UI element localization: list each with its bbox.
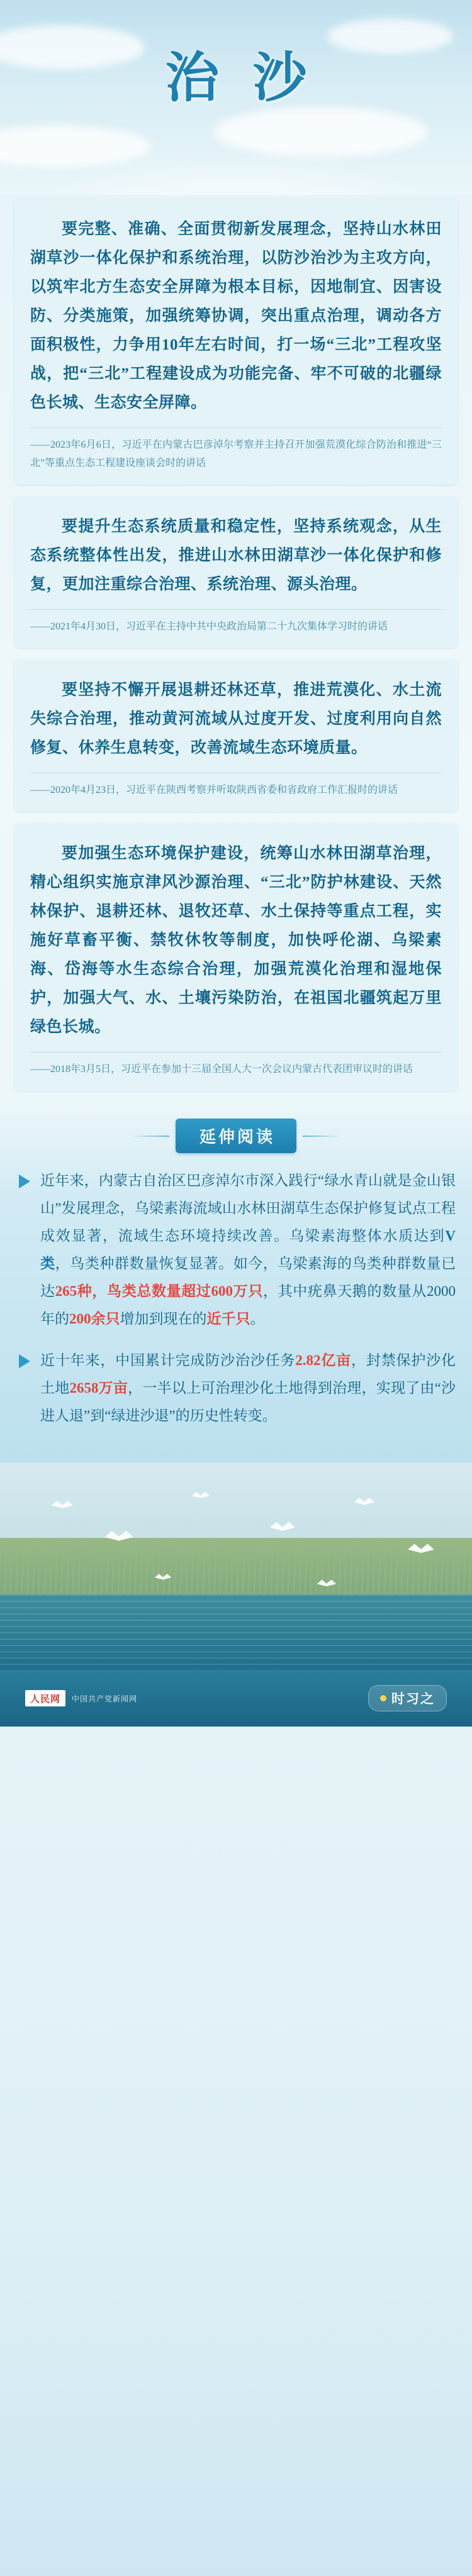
cloud-decoration [214, 107, 428, 157]
quote-source: ——2018年3月5日，习近平在参加十三届全国人大一次会议内蒙古代表团审议时的讲话 [30, 1064, 413, 1075]
page-header [0, 0, 472, 195]
quote-text: 要完整、准确、全面贯彻新发展理念，坚持山水林田湖草沙一体化保护和系统治理，以防沙治沙为主攻方向，以筑牢北方生态安全屏障为根本目标，因地制宜、因害设防、分类施策，加强统筹协调，突出重点治理，调动各方面积极性，力争用10年左右时间，打一场“三北”工程攻坚战，把“三北”工程建设成为功能完备、牢不可破的北疆绿色长城、生态安全屏障。 [30, 221, 442, 411]
extended-reading-section [0, 1102, 472, 1462]
quote-card [14, 823, 458, 1091]
brand-dot-icon [380, 1695, 386, 1701]
quote-source: ——2023年6月6日，习近平在内蒙古巴彦淖尔考察并主持召开加强荒漠化综合防治和推进“三北”等重点生态工程建设座谈会时的讲话 [30, 439, 442, 468]
column-brand-badge [368, 1685, 447, 1711]
quote-card [14, 199, 458, 485]
paragraph-text: 近年来，内蒙古自治区巴彦淖尔市深入践行“绿水青山就是金山银山”发展理念，乌梁素海流域山水林田湖草生态保护修复试点工程成效显著，流域生态环境持续改善。乌梁素海整体水质达到V类，鸟类种群数量恢复显著。如今，乌梁素海的鸟类种群数量已达265种，鸟类总数量超过600万只，其中疣鼻天鹅的数量从2000年的200余只增加到现在的近千只。 [40, 1173, 456, 1327]
quote-source: ——2021年4月30日，习近平在主持中共中央政治局第二十九次集体学习时的讲话 [30, 621, 388, 632]
quote-text: 要提升生态系统质量和稳定性，坚持系统观念，从生态系统整体性出发，推进山水林田湖草沙一体化保护和修复，更加注重综合治理、系统治理、源头治理。 [30, 518, 442, 593]
extended-paragraph [0, 1167, 472, 1333]
extended-reading-header [0, 1102, 472, 1167]
photo-water [0, 1595, 472, 1670]
card-divider [30, 1052, 442, 1053]
quote-card-list [0, 195, 472, 1091]
quote-card [14, 660, 458, 812]
publisher-logo [25, 1690, 137, 1706]
page-title: 治 沙 [165, 48, 317, 108]
quote-text: 要坚持不懈开展退耕还林还草，推进荒漠化、水土流失综合治理，推动黄河流域从过度开发、过度利用向自然修复、休养生息转变，改善流域生态环境质量。 [30, 682, 442, 756]
publisher-logo-mark: 人民网 [25, 1690, 65, 1706]
title-container [0, 34, 472, 112]
extended-paragraph [0, 1347, 472, 1430]
column-brand-label: 时习之 [391, 1691, 435, 1706]
card-divider [30, 609, 442, 610]
triangle-bullet-icon [19, 1175, 30, 1188]
page-footer [0, 1670, 472, 1727]
paragraph-text: 近十年来，中国累计完成防沙治沙任务2.82亿亩，封禁保护沙化土地2658万亩，一半以上可治理沙化土地得到治理，实现了由“沙进人退”到“绿进沙退”的历史性转变。 [40, 1352, 456, 1423]
publisher-logo-subtitle: 中国共产党新闻网 [72, 1694, 138, 1703]
wetland-photo [0, 1462, 472, 1670]
cloud-decoration [0, 126, 151, 167]
triangle-bullet-icon [19, 1354, 30, 1368]
quote-text: 要加强生态环境保护建设，统筹山水林田湖草治理，精心组织实施京津风沙源治理、“三北”防护林建设、天然林保护、退耕还林、退牧还草、水土保持等重点工程，实施好草畜平衡、禁牧休牧等制度，加快呼伦湖、乌梁素海、岱海等水生态综合治理，加强荒漠化治理和湿地保护，加强大气、水、土壤污染防治，在祖国北疆筑起万里绿色长城。 [30, 845, 442, 1036]
quote-source: ——2020年4月23日，习近平在陕西考察并听取陕西省委和省政府工作汇报时的讲话 [30, 785, 398, 795]
extended-reading-badge: 延伸阅读 [176, 1119, 296, 1153]
quote-card [14, 496, 458, 648]
